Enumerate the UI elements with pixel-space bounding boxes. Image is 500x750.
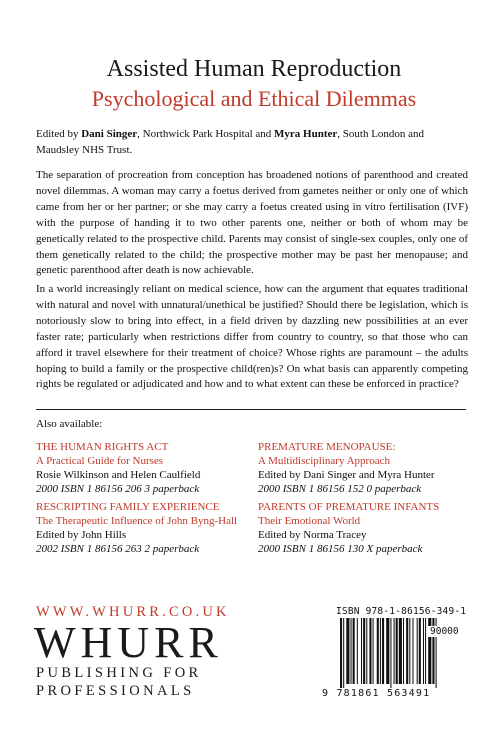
editor-name-1: Dani Singer xyxy=(81,128,138,140)
related-book-title: RESCRIPTING FAMILY EXPERIENCE xyxy=(36,501,220,513)
barcode-bar xyxy=(399,618,402,684)
barcode-bar xyxy=(423,618,424,684)
publisher-logo: WHURR xyxy=(34,618,223,667)
barcode-bar xyxy=(380,618,381,684)
related-book-subtitle: Their Emotional World xyxy=(258,515,361,527)
related-book-isbn: 2000 ISBN 1 86156 130 X paperback xyxy=(258,543,423,555)
related-book-authors: Edited by Dani Singer and Myra Hunter xyxy=(258,469,435,481)
barcode-bar xyxy=(357,618,358,684)
related-book-subtitle: A Multidisciplinary Approach xyxy=(258,455,390,467)
related-book xyxy=(258,500,468,556)
barcode-bar xyxy=(406,618,408,684)
related-book-authors: Edited by Norma Tracey xyxy=(258,529,367,541)
publisher-tagline-2: PROFESSIONALS xyxy=(36,683,195,699)
publisher-url: WWW.WHURR.CO.UK xyxy=(36,604,230,620)
related-book xyxy=(36,440,241,496)
book-subtitle: Psychological and Ethical Dilemmas xyxy=(91,86,417,111)
related-book-isbn: 2000 ISBN 1 86156 206 3 paperback xyxy=(36,483,200,495)
blurb-paragraph-2: In a world increasingly reliant on medical science, how can the argument that equates traditional with natural and novel with unnatural/unethical be justified? Should there be legislation, which is notoriously slow to bring into effect, in a field driven by dazzling new possibilities at an ever faster rate; particularly when restrictions differ from country to country, so that those who can afford it travel elsewhere for their treatment of choice? Whose rights are paramount – the adults hoping to build a family or the prospective child(ren)s? On what basis can apparently competing rights be regulated or adjudicated and how and to what extent can these be enforced in practice? xyxy=(36,283,468,391)
related-book-authors: Edited by John Hills xyxy=(36,529,127,541)
editor-affiliation-2: , South London and Maudsley NHS Trust. xyxy=(36,128,425,156)
barcode-bar xyxy=(353,618,355,684)
editor-affiliation-1: , Northwick Park Hospital and xyxy=(137,128,275,140)
blurb-paragraph-1: The separation of procreation from conception has broadened notions of parenthood and created novel dilemmas. A woman may carry a foetus derived from gametes neither or only one of which came from her or her partner; or she may carry a foetus created using in vitro fertilisation (IVF) with the purpose of handing it to two other parents one, neither or both of whom may be genetically related to the prospective child. Parents may consist of single-sex couples, only one of them genetically related to the child; the prospective mother may be past her menopause; and genetic parenthood after death is now achievable. xyxy=(36,169,468,277)
barcode-bar xyxy=(394,618,395,684)
barcode-number: 9 781861 563491 xyxy=(322,688,472,699)
related-book-title: PREMATURE MENOPAUSE: xyxy=(258,441,396,453)
related-book-authors: Rosie Wilkinson and Helen Caulfield xyxy=(36,469,201,481)
related-book-subtitle: The Therapeutic Influence of John Byng-Hall xyxy=(36,515,238,527)
barcode-bar xyxy=(366,618,367,684)
related-book-isbn: 2000 ISBN 1 86156 152 0 paperback xyxy=(258,483,422,495)
divider xyxy=(36,409,466,410)
barcode-bar xyxy=(419,618,421,684)
price-code: 90000 xyxy=(430,626,459,637)
barcode-bar xyxy=(412,618,413,684)
related-book-subtitle: A Practical Guide for Nurses xyxy=(36,455,164,467)
barcode-bar xyxy=(403,618,404,684)
related-book xyxy=(258,440,468,496)
related-book xyxy=(36,500,241,556)
isbn-label: ISBN 978-1-86156-349-1 xyxy=(336,606,467,617)
editors-prefix: Edited by xyxy=(36,128,82,140)
barcode-bar xyxy=(386,618,389,684)
barcode-bar xyxy=(363,618,365,684)
barcode-bar xyxy=(390,618,391,690)
editors-line xyxy=(36,126,468,158)
publisher-tagline-1: PUBLISHING FOR xyxy=(36,665,202,681)
barcode-bar xyxy=(382,618,384,684)
also-available-heading: Also available: xyxy=(36,418,103,430)
barcode-bar xyxy=(361,618,362,684)
barcode-bar xyxy=(343,618,344,690)
barcode-bar xyxy=(409,618,410,684)
related-book-isbn: 2002 ISBN 1 86156 263 2 paperback xyxy=(36,543,200,555)
barcode-bar xyxy=(417,618,418,684)
barcode-bar xyxy=(425,618,426,684)
editor-name-2: Myra Hunter xyxy=(274,128,338,140)
barcode-bar xyxy=(373,618,374,684)
barcode-bar xyxy=(351,618,352,684)
barcode-bar xyxy=(396,618,398,684)
related-book-title: PARENTS OF PREMATURE INFANTS xyxy=(258,501,440,513)
barcode-bar xyxy=(340,618,342,690)
related-book-title: THE HUMAN RIGHTS ACT xyxy=(36,441,169,453)
barcode-bar xyxy=(377,618,379,684)
barcode-bar xyxy=(346,618,349,684)
barcode-bar xyxy=(369,618,371,684)
book-title: Assisted Human Reproduction xyxy=(106,56,402,82)
